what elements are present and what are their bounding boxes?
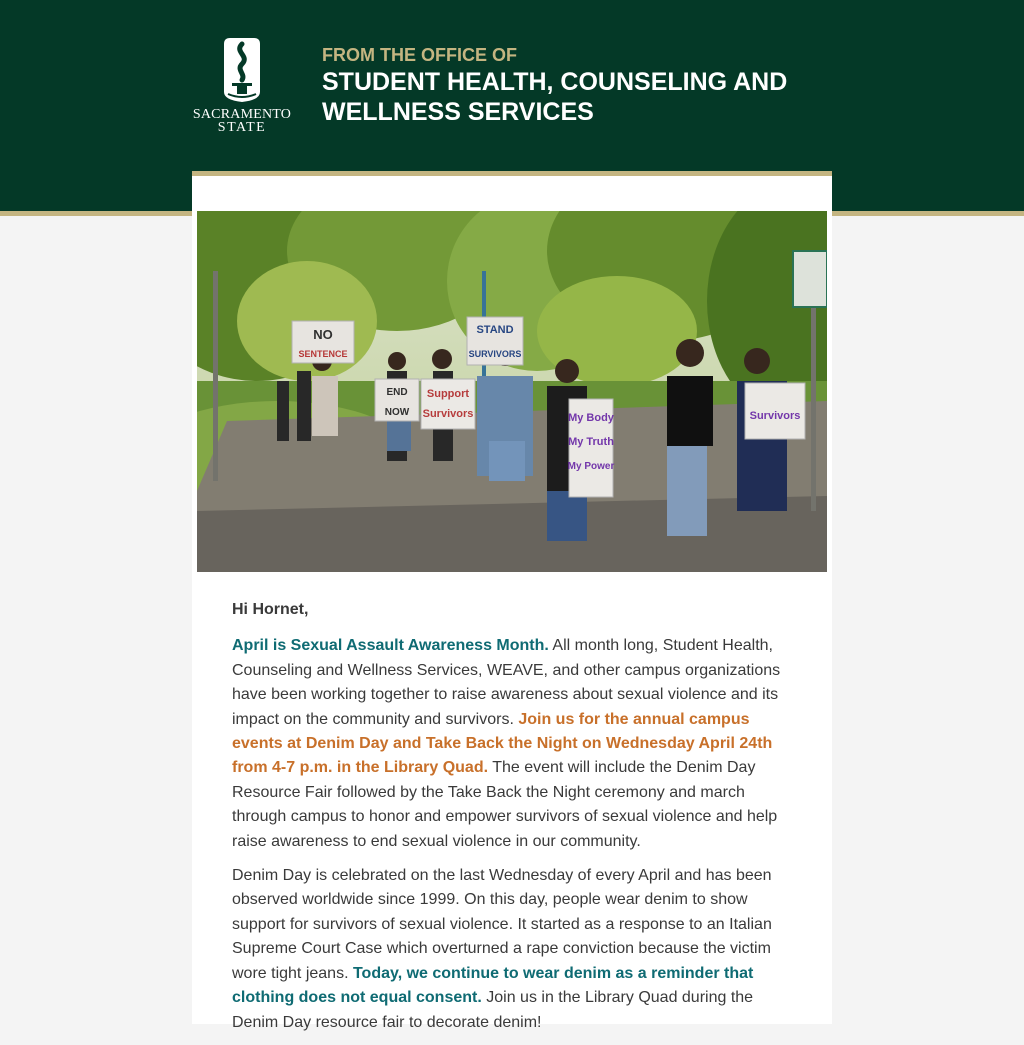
event-details-highlight: Join us for the annual campus events at Denim Day and Take Back the Night on Wednesday April 24th from 4-7 p.m. in the Library Quad. — [232, 710, 773, 777]
greeting: Hi Hornet, — [232, 601, 309, 618]
awareness-month-lead: April is Sexual Assault Awareness Month. — [232, 637, 549, 655]
svg-text:SENTENCE: SENTENCE — [298, 349, 348, 359]
page-title: STUDENT HEALTH, COUNSELING AND WELLNESS SERVICES — [322, 68, 788, 126]
denim-consent-highlight: Today, we continue to wear denim as a reminder that clothing does not equal consent. — [232, 964, 754, 1007]
svg-text:My Body: My Body — [568, 412, 614, 424]
svg-text:My Truth: My Truth — [568, 436, 614, 448]
svg-text:STAND: STAND — [476, 324, 514, 336]
svg-text:NO: NO — [313, 327, 333, 342]
paragraph-text: The event will include the Denim Day Resource Fair followed by the Take Back the Night ceremony and march through campus to honor and empower survivors of sexual violence and help raise awareness to end sexual violence in our community. — [232, 759, 778, 850]
svg-text:My Power: My Power — [567, 461, 615, 472]
paragraph-text: All month long, Student Health, Counseling and Wellness Services, WEAVE, and other campus organizations have been working together to raise awareness about sexual violence and its impact on the community and survivors. — [232, 637, 781, 728]
march-photo-illustration — [197, 211, 827, 572]
hornet-torch-icon — [220, 36, 264, 104]
svg-text:NOW: NOW — [384, 407, 410, 418]
svg-text:Support: Support — [426, 388, 470, 400]
paragraph-denim-day — [232, 864, 797, 1035]
sacramento-state-logo[interactable] — [192, 34, 292, 138]
paragraph-text: Join us in the Library Quad during the Denim Day resource fair to decorate denim! — [232, 989, 754, 1031]
email-body — [232, 598, 797, 1045]
paragraph-awareness-month — [232, 634, 797, 854]
svg-text:Survivors: Survivors — [422, 408, 474, 420]
card-gold-rule — [192, 171, 832, 176]
logo-wordmark-line1: SACRAMENTO — [192, 107, 292, 122]
hero-photo — [197, 211, 827, 572]
logo-wordmark-line2: STATE — [217, 120, 267, 135]
svg-text:Survivors: Survivors — [749, 410, 801, 422]
paragraph-text: Denim Day is celebrated on the last Wednesday of every April and has been observed worldwide since 1999. On this day, people wear denim to show support for survivors of sexual violence. It started as a response to an Italian Supreme Court Case which overturned a rape conviction because the victim wore tight jeans. — [232, 867, 772, 982]
svg-text:SURVIVORS: SURVIVORS — [468, 349, 522, 359]
header-kicker: FROM THE OFFICE OF — [322, 45, 517, 65]
svg-text:END: END — [386, 387, 408, 398]
